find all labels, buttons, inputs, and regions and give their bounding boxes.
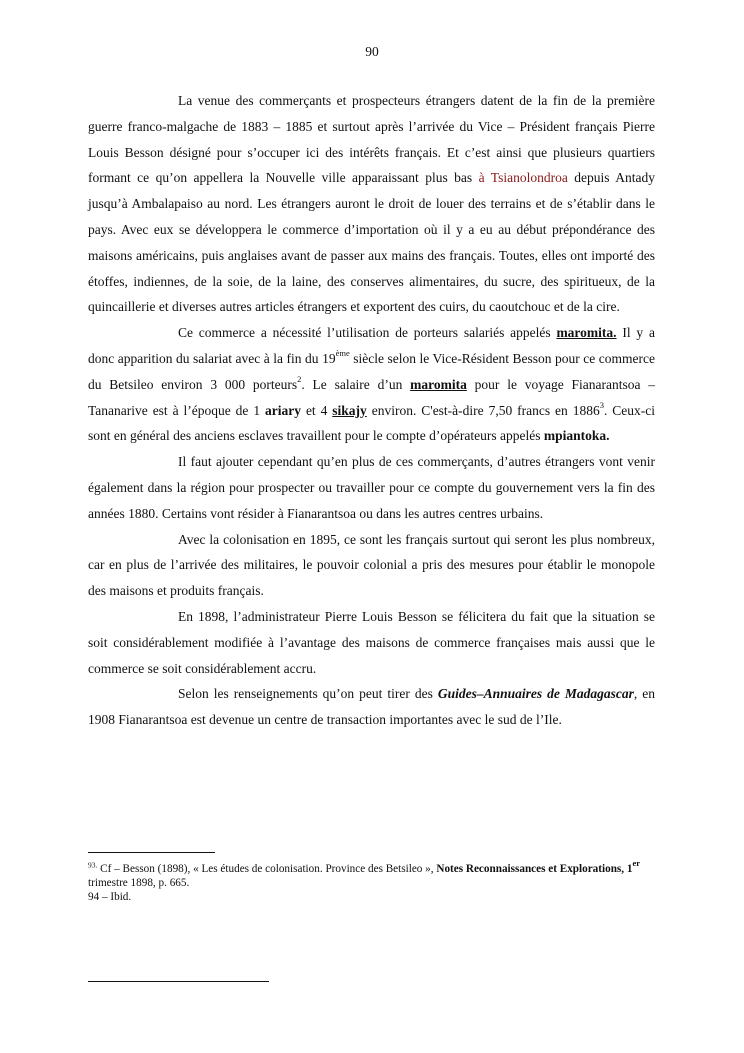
footnote-text: Cf – Besson (1898), « Les études de colonisation. Province des Betsileo », [97, 863, 437, 875]
publication-title: Guides–Annuaires de Madagascar [437, 686, 634, 702]
paragraph-text: , en 1908 Fianarantsoa est devenue un centre de transaction importantes avec le sud de l’Ile. [88, 686, 655, 728]
paragraph-text: Ce commerce a nécessité l’utilisation de porteurs salariés appelés [178, 325, 557, 341]
paragraph-1 [88, 88, 655, 320]
paragraph-2 [88, 320, 655, 449]
paragraph-3: Il faut ajouter cependant qu’en plus de ces commerçants, d’autres étrangers vont venir également dans la région pour prospecter ou travailler pour ce compte du gouvernement vers la fin des années 1880. Certains vont résider à Fianarantsoa ou dans les autres centres urbains. [88, 454, 655, 521]
paragraph-4: Avec la colonisation en 1895, ce sont les français surtout qui seront les plus nombreux, car en plus de l’arrivée des militaires, le pouvoir colonial a pris des mesures pour établir le monopole des maisons et produits français. [88, 531, 655, 599]
paragraph-text: siècle selon le Vice-Résident Besson pour ce commerce du Betsileo environ 3 000 porteurs [88, 350, 655, 392]
paragraph-text: . Le salaire d’un [301, 376, 411, 392]
term-maromita: maromita. [556, 325, 617, 341]
paragraph-text: Il y a donc apparition du salariat avec à la fin du 19 [88, 325, 655, 366]
term-mpiantoka: mpiantoka. [543, 428, 610, 444]
footnote-ref: 3 [599, 400, 604, 411]
term-ariary: ariary [265, 402, 302, 418]
paragraph-text: La venue des commerçants et prospecteurs étrangers datent de la fin de la première guerre franco-malgache de 1883 – 1885 et surtout après l’arrivée du Vice – Président français Pierre Louis Besson désigné pour s’occuper ici des intérêts français. Et c’est ainsi que plusieurs quartiers formant ce qu’on appellera la Nouvelle ville apparaissant plus bas [88, 93, 655, 186]
footnote-mark: 93. [88, 860, 98, 870]
superscript: er [632, 858, 641, 869]
bottom-separator [88, 981, 269, 982]
footnote-93 [88, 858, 655, 890]
footnotes [88, 858, 655, 905]
body-text [88, 88, 655, 733]
footnote-ref: 2 [297, 374, 302, 385]
footnote-text: trimestre 1898, p. 665. [88, 877, 190, 890]
paragraph-text: depuis Antady jusqu’à Ambalapaiso au nord. Les étrangers auront le droit de louer des terrains et de s’établir dans le pays. Avec eux se développera le commerce d’importation où il y a eu au début prépondérance des maisons américains, puis anglaises avant de passer aux mains des français. Toutes, elles ont importé des étoffes, indiennes, de la soie, de la laine, des conserves alimentaires, du sucre, des spiritueux, de la quincaillerie et diverses autres articles étrangers et exportent des cuirs, du caoutchouc et de la cire. [88, 170, 655, 315]
paragraph-text: Selon les renseignements qu’on peut tirer des [178, 686, 438, 702]
highlighted-place-name: à Tsianolondroa [478, 170, 568, 186]
footnote-source: Notes Reconnaissances et Explorations, 1 [436, 863, 633, 875]
paragraph-text: environ. C'est-à-dire 7,50 francs en 1886 [366, 402, 600, 418]
term-maromita: maromita [410, 376, 467, 392]
term-sikajy: sikajy [332, 402, 367, 418]
paragraph-5: En 1898, l’administrateur Pierre Louis Besson se félicitera du fait que la situation se soit considérablement modifiée à l’avantage des maisons de commerce françaises mais aussi que le commerce se soit considérablement accru. [88, 608, 655, 676]
footnote-94: 94 – Ibid. [88, 891, 132, 904]
paragraph-text: . Ceux-ci sont en général des anciens esclaves travaillent pour le compte d’opérateurs appelés [88, 402, 655, 444]
paragraph-text: et 4 [301, 402, 333, 418]
paragraph-text: pour le voyage Fianarantsoa – Tananarive est à l’époque de 1 [88, 376, 655, 418]
footnote-separator [88, 852, 215, 853]
paragraph-6 [88, 681, 655, 733]
page-number: 90 [365, 44, 379, 59]
superscript: ème [335, 348, 350, 359]
